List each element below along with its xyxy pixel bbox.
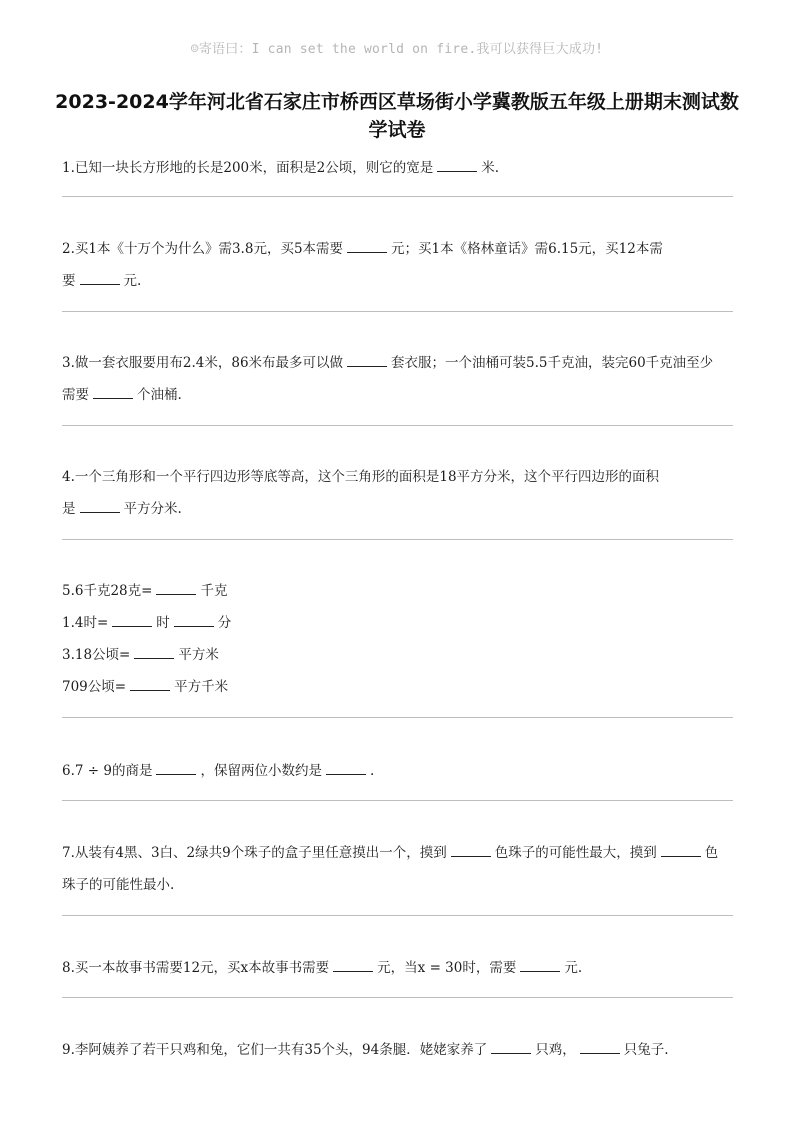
answer-blank[interactable] (326, 762, 366, 775)
question-5-text-b3: 分 (217, 615, 232, 631)
divider (62, 196, 733, 197)
answer-blank[interactable] (134, 646, 174, 659)
question-3-text-d: 个油桶. (137, 387, 182, 403)
page-title-line-2: 学试卷 (368, 119, 426, 141)
answer-blank[interactable] (347, 354, 387, 367)
question-5-text-d2: 平方千米 (174, 679, 229, 695)
question-6-text-a: 6.7 ÷ 9的商是 (62, 763, 153, 779)
page-title-line-1: 2023-2024学年河北省石家庄市桥西区草场街小学冀教版五年级上册期末测试数 (55, 91, 739, 113)
answer-blank[interactable] (174, 614, 214, 627)
question-3 (62, 347, 742, 411)
answer-blank[interactable] (130, 678, 170, 691)
header-motto: ☺寄语曰：I can set the world on fire.我可以获得巨大成功! (190, 42, 604, 57)
answer-blank[interactable] (333, 959, 373, 972)
question-1 (62, 152, 742, 184)
answer-blank[interactable] (661, 844, 701, 857)
question-9 (62, 1034, 742, 1066)
answer-blank[interactable] (80, 500, 120, 513)
divider (62, 997, 733, 998)
answer-blank[interactable] (156, 582, 196, 595)
question-5-text-a1: 5.6千克28克= (62, 583, 153, 599)
divider (62, 425, 733, 426)
answer-blank[interactable] (437, 159, 477, 172)
question-9-text-a: 9.李阿姨养了若干只鸡和兔，它们一共有35个头，94条腿．姥姥家养了 (62, 1042, 488, 1058)
question-1-text-a: 1.已知一块长方形地的长是200米，面积是2公顷，则它的宽是 (62, 160, 434, 176)
question-4-text-b: 是 (62, 501, 76, 517)
question-2-text-c: 要 (62, 273, 76, 289)
answer-blank[interactable] (112, 614, 152, 627)
question-2 (62, 233, 742, 297)
answer-blank[interactable] (491, 1041, 531, 1054)
question-5-text-c1: 3.18公顷= (62, 647, 131, 663)
question-9-text-b: 只鸡， (535, 1042, 576, 1058)
question-5 (62, 575, 742, 703)
question-5-text-c2: 平方米 (178, 647, 219, 663)
question-2-text-b: 元；买1本《格林童话》需6.15元，买12本需 (391, 241, 663, 257)
question-5-text-b1: 1.4时= (62, 615, 109, 631)
divider (62, 800, 733, 801)
answer-blank[interactable] (451, 844, 491, 857)
question-8 (62, 952, 742, 984)
page-title (40, 88, 754, 144)
divider (62, 311, 733, 312)
question-4-text-a: 4.一个三角形和一个平行四边形等底等高，这个三角形的面积是18平方分米，这个平行四边形的面积 (62, 469, 660, 485)
question-8-text-a: 8.买一本故事书需要12元，买x本故事书需要 (62, 960, 330, 976)
question-7-text-a: 7.从装有4黑、3白、2绿共9个珠子的盒子里任意摸出一个，摸到 (62, 845, 447, 861)
question-3-text-a: 3.做一套衣服要用布2.4米，86米布最多可以做 (62, 355, 344, 371)
answer-blank[interactable] (156, 762, 196, 775)
question-7-text-c: 色 (704, 845, 719, 861)
divider (62, 539, 733, 540)
answer-blank[interactable] (520, 959, 560, 972)
question-9-text-c: 只兔子. (623, 1042, 669, 1058)
answer-blank[interactable] (80, 272, 120, 285)
question-7-text-b: 色珠子的可能性最大，摸到 (494, 845, 657, 861)
question-8-text-b: 元，当x = 30时，需要 (377, 960, 517, 976)
answer-blank[interactable] (580, 1041, 620, 1054)
question-6-text-b: ，保留两位小数约是 (200, 763, 322, 779)
question-5-text-b2: 时 (156, 615, 170, 631)
question-4-text-c: 平方分米. (123, 501, 182, 517)
question-2-text-d: 元. (123, 273, 142, 289)
divider (62, 717, 733, 718)
question-1-text-b: 米. (481, 160, 500, 176)
question-5-text-a2: 千克 (200, 583, 228, 599)
question-6 (62, 755, 742, 787)
answer-blank[interactable] (93, 386, 133, 399)
answer-blank[interactable] (347, 240, 387, 253)
question-3-text-c: 需要 (62, 387, 89, 403)
question-7-text-d: 珠子的可能性最小. (62, 877, 175, 893)
question-7 (62, 837, 742, 901)
question-5-text-d1: 709公顷= (62, 679, 127, 695)
question-6-text-c: . (369, 763, 375, 779)
divider (62, 915, 733, 916)
question-3-text-b: 套衣服；一个油桶可装5.5千克油，装完60千克油至少 (391, 355, 714, 371)
question-4 (62, 461, 742, 525)
question-2-text-a: 2.买1本《十万个为什么》需3.8元，买5本需要 (62, 241, 344, 257)
question-8-text-c: 元. (564, 960, 583, 976)
